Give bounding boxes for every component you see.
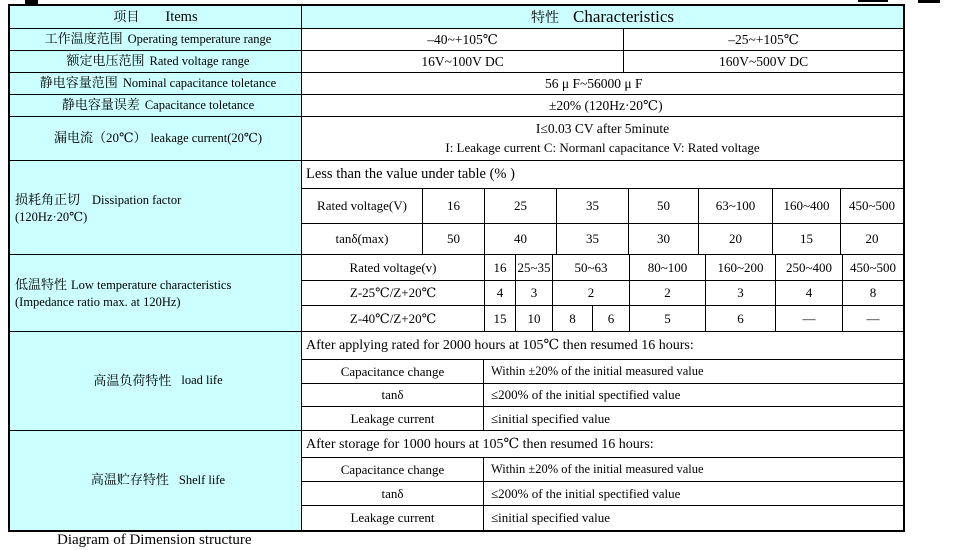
shelf-life-label-cn: 高温贮存特性 [90, 472, 169, 488]
characteristics-header [302, 6, 903, 28]
low-temp-z25-row [302, 281, 903, 306]
dissipation-content [302, 161, 903, 254]
crop-artifact [25, 0, 38, 4]
operating-temp-label-en: Operating temperature range [127, 31, 272, 46]
shelf-life-label [10, 431, 302, 530]
low-temp-z25-cell: 4 [484, 281, 515, 305]
row-leakage-current [10, 117, 903, 161]
load-life-row-name: tanδ [302, 384, 484, 406]
row-rated-voltage [10, 51, 903, 73]
low-temp-z40-cell: 5 [629, 306, 705, 331]
operating-temp-label [10, 29, 302, 50]
operating-temp-label-cn: 工作温度范围 [44, 31, 123, 47]
row-capacitance-tolerance [10, 95, 903, 117]
rated-voltage-low: 16V~100V DC [302, 51, 624, 72]
dissipation-tan-cell: 20 [840, 224, 903, 254]
low-temp-voltage-cell: 160~200 [705, 255, 775, 280]
dissipation-voltage-cell: 50 [628, 189, 698, 223]
low-temp-voltage-cell: 16 [484, 255, 515, 280]
row-operating-temp [10, 29, 903, 51]
shelf-life-capacitance-row [302, 458, 903, 482]
low-temp-z40-cell: — [775, 306, 842, 331]
characteristics-header-cn: 特性 [530, 11, 559, 26]
load-life-row-value: ≤200% of the initial spectified value [491, 387, 681, 402]
low-temp-z40-row [302, 306, 903, 331]
row-dissipation-factor [10, 161, 903, 255]
shelf-life-condition: After storage for 1000 hours at 105℃ then resumed 16 hours: [302, 431, 903, 458]
shelf-life-row-name: tanδ [302, 482, 484, 505]
load-life-leakage-row [302, 407, 903, 430]
load-life-label-en: load life [181, 373, 223, 388]
low-temp-voltage-cell: 50~63 [552, 255, 629, 280]
row-load-life [10, 332, 903, 431]
items-header-cn: 项目 [113, 8, 140, 24]
dissipation-tan-cell: 35 [556, 224, 628, 254]
capacitance-tolerance-label-cn: 静电容量误差 [61, 97, 140, 113]
rated-voltage-label-en: Rated voltage range [149, 53, 250, 68]
dissipation-voltage-cell: 63~100 [698, 189, 772, 223]
shelf-life-row-value: ≤200% of the initial spectified value [491, 485, 681, 501]
row-shelf-life [10, 431, 903, 530]
shelf-life-leakage-row [302, 506, 903, 530]
operating-temp-low: –40~+105℃ [302, 29, 624, 50]
clipped-bottom-text: Diagram of Dimension structure [57, 532, 252, 548]
low-temp-voltage-cell: 450~500 [842, 255, 903, 280]
spec-table [8, 4, 905, 532]
leakage-current-label-en: leakage current(20℃) [150, 130, 263, 145]
dissipation-voltage-cell: 25 [484, 189, 556, 223]
capacitance-tolerance-label-en: Capacitance toletance [144, 97, 255, 112]
load-life-row-name: Capacitance change [302, 360, 484, 383]
header-row [10, 6, 903, 29]
low-temp-z40-label: Z-40℃/Z+20℃ [349, 310, 437, 326]
row-capacitance-range [10, 73, 903, 95]
low-temp-label-line1: 低温特性 Low temperature characteristics [15, 277, 232, 293]
rated-voltage-values [302, 51, 903, 72]
dissipation-tan-cell: 20 [698, 224, 772, 254]
leakage-current-label [10, 117, 302, 160]
load-life-condition: After applying rated for 2000 hours at 105℃ then resumed 16 hours: [302, 332, 903, 360]
low-temp-z40-cell: 15 [484, 306, 515, 331]
operating-temp-values [302, 29, 903, 50]
load-life-label [10, 332, 302, 430]
rated-voltage-high: 160V~500V DC [718, 53, 809, 69]
items-header-en: Items [165, 8, 198, 25]
low-temp-voltage-cell: 250~400 [775, 255, 842, 280]
dissipation-voltage-cell: 450~500 [840, 189, 903, 223]
dissipation-voltage-row [302, 189, 903, 224]
low-temp-content [302, 255, 903, 331]
capacitance-tolerance-label [10, 95, 302, 116]
capacitance-range-label-cn: 静电容量范围 [39, 75, 118, 91]
dissipation-voltage-label: Rated voltage(V) [317, 198, 407, 213]
characteristics-header-en: Characteristics [572, 7, 674, 26]
load-life-capacitance-row [302, 360, 903, 384]
row-low-temperature [10, 255, 903, 332]
leakage-formula: I≤0.03 CV after 5minute [535, 120, 670, 136]
dissipation-tan-cell: 30 [628, 224, 698, 254]
rated-voltage-label-cn: 额定电压范围 [66, 53, 145, 69]
dissipation-note: Less than the value under table (% ) [302, 161, 903, 189]
low-temp-z25-cell: 3 [705, 281, 775, 305]
leakage-current-label-cn: 漏电流（20℃） [53, 130, 147, 146]
low-temp-voltage-label: Rated voltage(v) [349, 259, 437, 275]
low-temp-z25-cell: 3 [515, 281, 552, 305]
load-life-row-value: ≤initial specified value [491, 410, 611, 426]
dissipation-tan-cell: 50 [422, 224, 484, 254]
low-temp-z40-cell: 8 [552, 306, 592, 331]
dissipation-label-line1: 损耗角正切 Dissipation factor [15, 191, 182, 207]
low-temp-z40-cell: 10 [515, 306, 552, 331]
operating-temp-high: –25~+105℃ [728, 31, 799, 47]
rated-voltage-label [10, 51, 302, 72]
dissipation-tan-row [302, 224, 903, 254]
low-temp-z25-cell: 2 [552, 281, 629, 305]
dissipation-tan-cell: 40 [484, 224, 556, 254]
dissipation-voltage-cell: 35 [556, 189, 628, 223]
shelf-life-row-value: ≤initial specified value [491, 510, 611, 525]
load-life-label-cn: 高温负荷特性 [93, 372, 172, 388]
dissipation-voltage-cell: 160~400 [772, 189, 840, 223]
leakage-current-content [302, 117, 903, 160]
capacitance-tolerance-value: ±20% (120Hz·20℃) [549, 97, 663, 113]
shelf-life-row-name: Leakage current [302, 506, 484, 530]
load-life-row-value: Within ±20% of the initial measured value [491, 364, 704, 378]
low-temp-voltage-row [302, 255, 903, 281]
low-temp-label-sub: (Impedance ratio max. at 120Hz) [15, 295, 181, 310]
low-temp-label [10, 255, 302, 331]
capacitance-range-label [10, 73, 302, 94]
shelf-life-content [302, 431, 903, 530]
load-life-content [302, 332, 903, 430]
leakage-legend: I: Leakage current C: Normanl capacitance V: Rated voltage [445, 140, 760, 156]
shelf-life-row-value: Within ±20% of the initial measured value [491, 462, 704, 476]
low-temp-z40-cell: 6 [705, 306, 775, 331]
dissipation-tan-label: tanδ(max) [335, 231, 389, 246]
dissipation-voltage-cell: 16 [422, 189, 484, 223]
capacitance-range-value: 56 μ F~56000 μ F [545, 75, 643, 91]
dissipation-label [10, 161, 302, 254]
low-temp-voltage-cell: 80~100 [629, 255, 705, 280]
shelf-life-label-en: Shelf life [178, 472, 226, 487]
crop-artifact [858, 0, 888, 2]
low-temp-z25-cell: 4 [775, 281, 842, 305]
low-temp-z25-label: Z-25℃/Z+20℃ [349, 285, 437, 300]
low-temp-z25-cell: 2 [629, 281, 705, 305]
load-life-row-name: Leakage current [302, 407, 484, 430]
low-temp-z25-cell: 8 [842, 281, 903, 305]
capacitance-range-label-en: Nominal capacitance toletance [122, 75, 277, 90]
low-temp-z40-cell: 6 [592, 306, 629, 331]
load-life-tan-row [302, 384, 903, 407]
shelf-life-row-name: Capacitance change [302, 458, 484, 481]
shelf-life-tan-row [302, 482, 903, 506]
dissipation-tan-cell: 15 [772, 224, 840, 254]
crop-artifact [918, 0, 940, 3]
dissipation-label-sub: (120Hz·20℃) [15, 209, 88, 224]
items-header [10, 6, 302, 28]
low-temp-voltage-cell: 25~35 [515, 255, 552, 280]
low-temp-z40-cell: — [842, 306, 903, 331]
